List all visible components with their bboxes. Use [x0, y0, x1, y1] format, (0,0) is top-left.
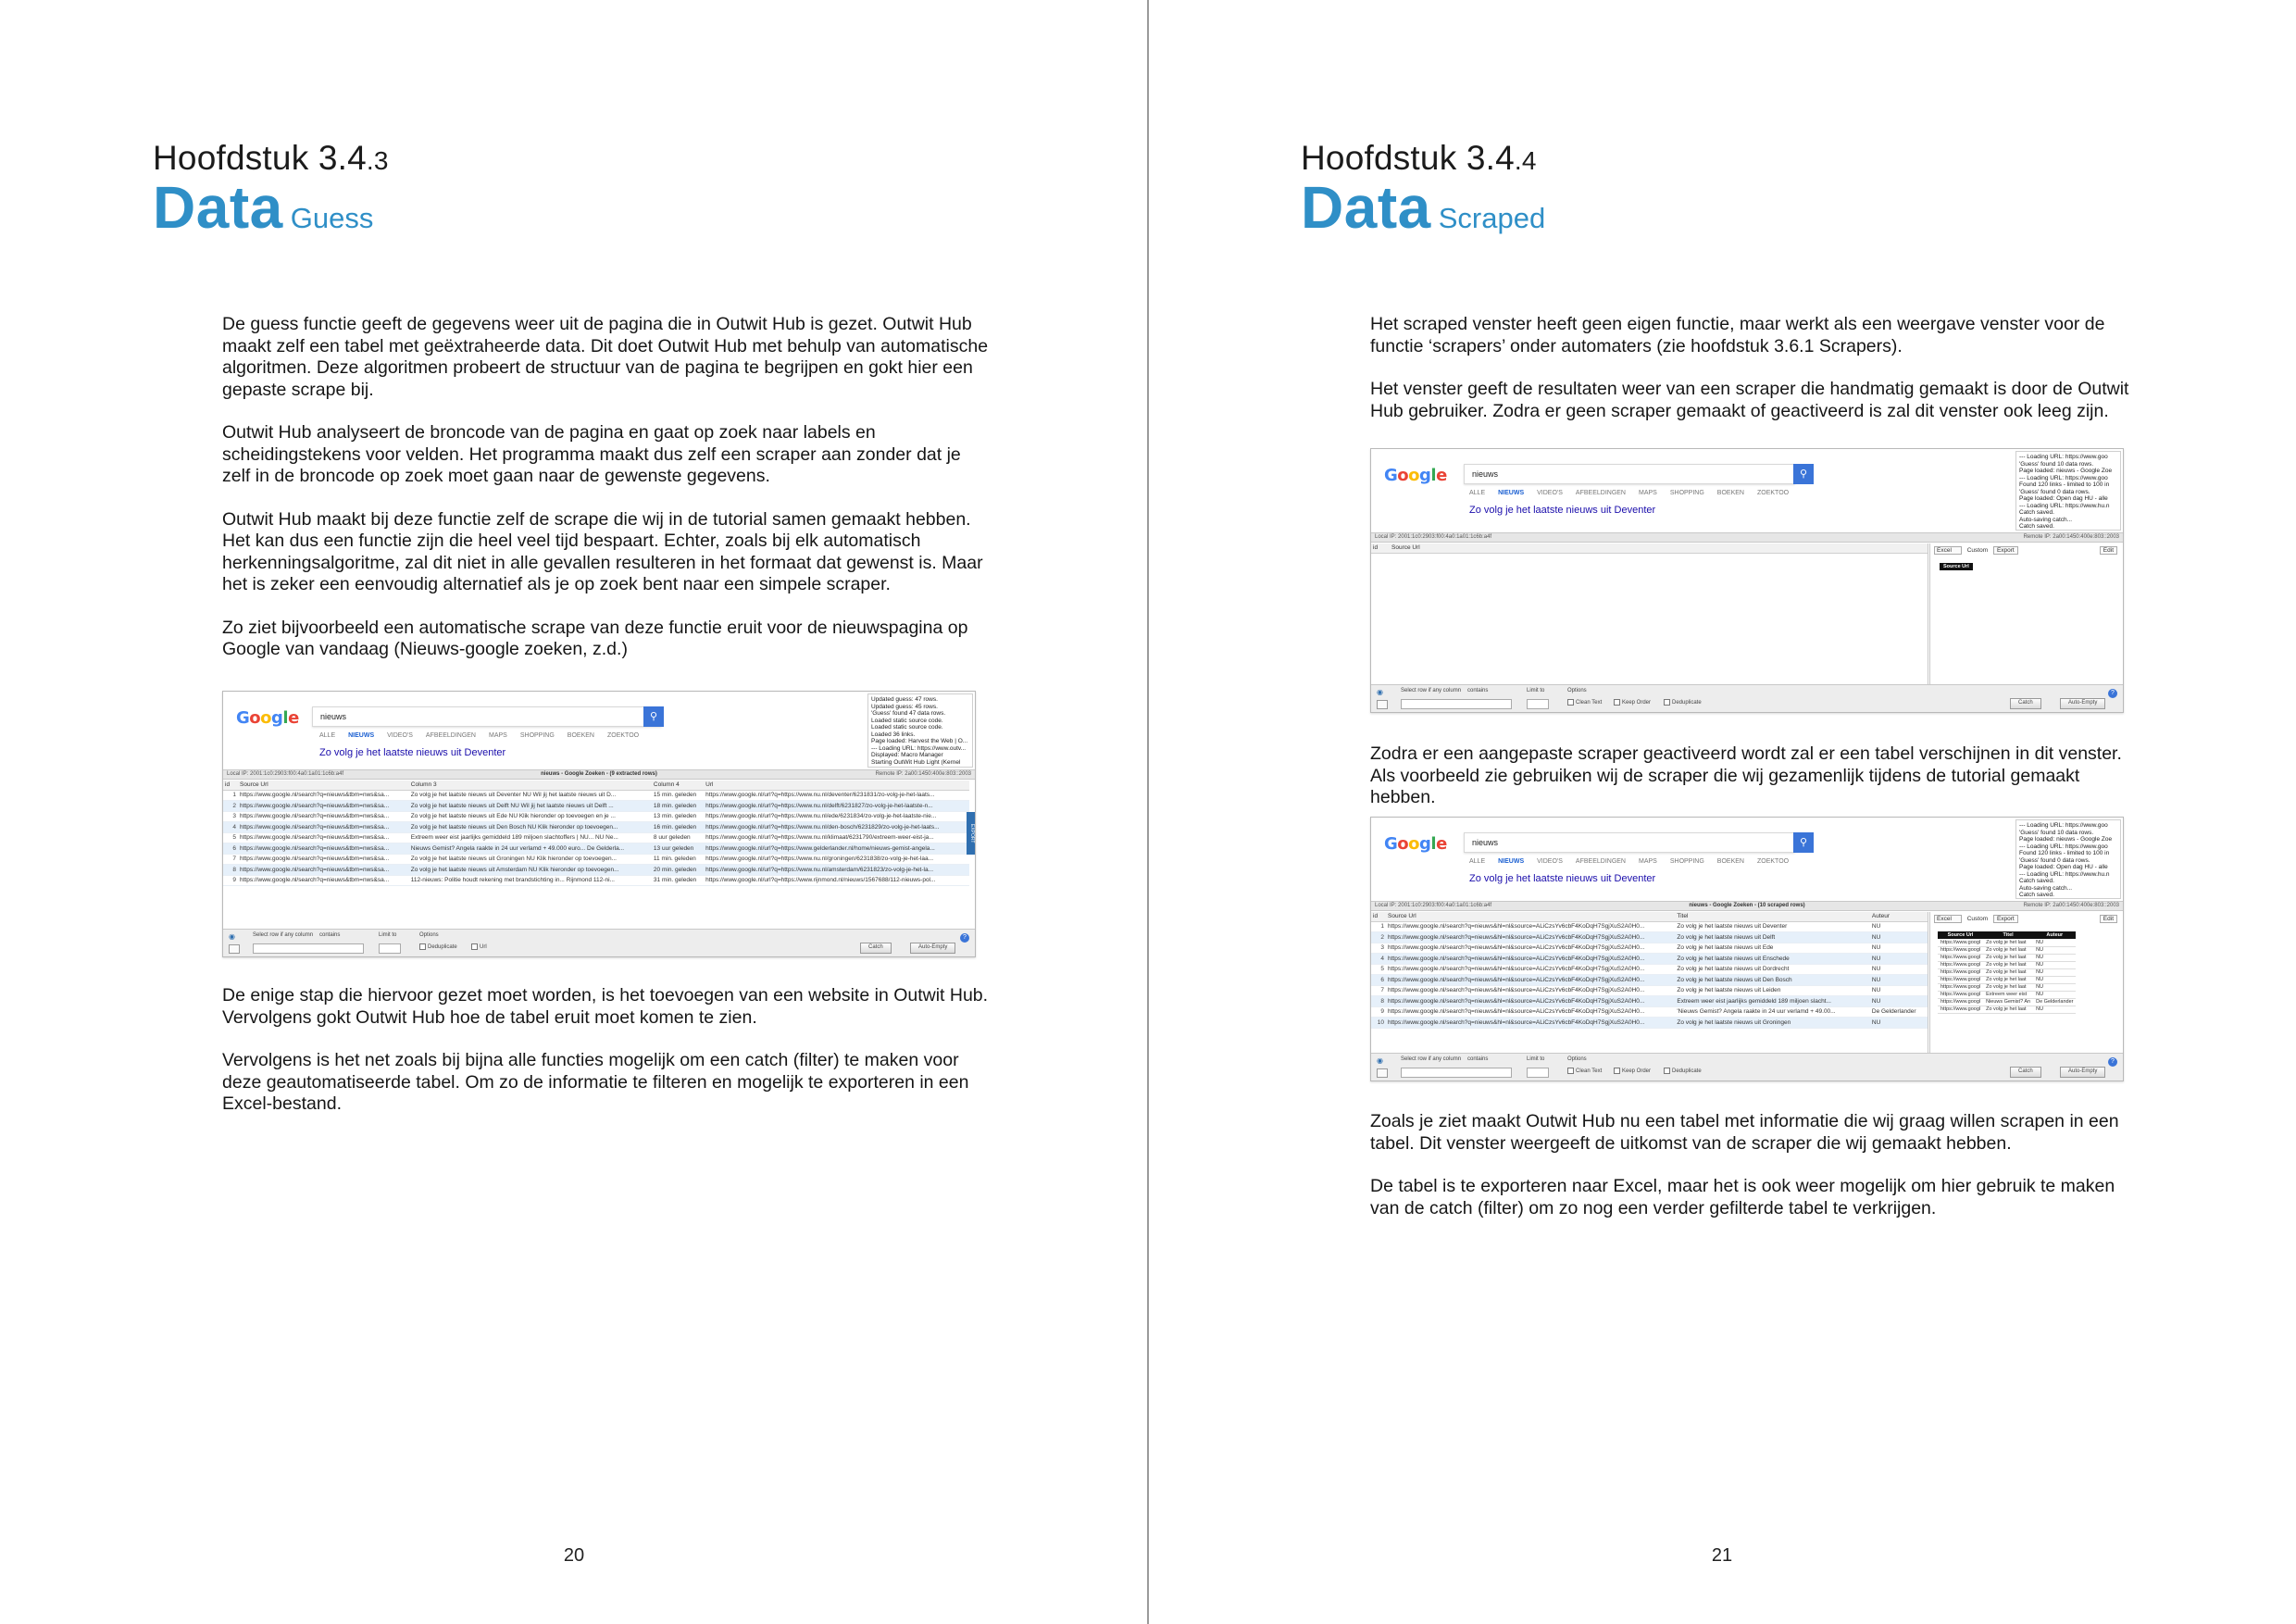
- table-cell: 13 uur geleden: [652, 843, 704, 855]
- outwit-scraped-empty-screenshot: [1370, 448, 2124, 713]
- table-cell: Zo volg je het laat: [1983, 1006, 2033, 1013]
- title-main: Data: [1301, 174, 1431, 241]
- paragraph: De guess functie geeft de gegevens weer uit de pagina die in Outwit Hub is gezet. Outwit Hub maakt zelf een tabel met geëxtraheerde data. Dit doet Outwit Hub met behulp van automatische algoritmen. Deze algoritmen probeert de structuur van de pagina te begrijpen en gokt hier een gepaste scrape bij.: [222, 314, 989, 400]
- catch-button[interactable]: Catch: [2010, 1067, 2041, 1078]
- table-cell: Zo volg je het laat: [1983, 961, 2033, 968]
- tab[interactable]: AFBEELDINGEN: [1575, 490, 1626, 496]
- filter-icon[interactable]: ◉: [1377, 688, 1383, 696]
- search-tabs: [319, 732, 652, 739]
- export-controls: [1930, 543, 2124, 557]
- body-text-top: [222, 314, 991, 682]
- table-cell: NU: [2033, 1006, 2076, 1013]
- table-cell: 2: [1371, 932, 1386, 943]
- table-cell: Zo volg je het laatste nieuws uit Den Bosch: [1675, 975, 1870, 986]
- search-icon[interactable]: ⚲: [1793, 464, 1814, 484]
- table-cell: NU: [2033, 954, 2076, 961]
- tab[interactable]: ZOEKTOO: [1756, 490, 1790, 496]
- table-cell: https://www.google.nl/url?q=https://www.nu.nl/klimaat/6231790/extreem-weer-eist-ja...: [704, 832, 969, 843]
- table-row[interactable]: [1938, 998, 2076, 1006]
- table-row[interactable]: [1371, 1006, 1928, 1018]
- search-tabs: [1469, 490, 1802, 496]
- table-cell: 15 min. geleden: [652, 790, 704, 801]
- table-cell: https://www.google.nl/search?q=nieuws&hl=nl&source=ALiCzsYv6cbF4KoDqH7SgjXuS2A0H0...: [1386, 964, 1675, 975]
- table-row[interactable]: [1371, 975, 1928, 986]
- catch-button[interactable]: Catch: [860, 943, 892, 954]
- paragraph: Het scraped venster heeft geen eigen functie, maar werkt als een weergave venster voor de functie ‘scrapers’ onder automaters (zie hoofdstuk 3.6.1 Scrapers).: [1370, 314, 2105, 356]
- tab-active[interactable]: NIEUWS: [348, 732, 375, 739]
- filter-icon[interactable]: ◉: [229, 932, 235, 941]
- paragraph: Zodra er een aangepaste scraper geactiveerd wordt zal er een tabel verschijnen in dit venster. Als voorbeeld zie gebruiken wij de scraper die wij gezamenlijk tijdens de tutorial gemaakt hebben.: [1370, 743, 2122, 807]
- news-headline[interactable]: Zo volg je het laatste nieuws uit Deventer: [319, 747, 506, 758]
- table-cell: NU: [1870, 975, 1928, 986]
- title-sub: Guess: [290, 202, 374, 234]
- table-cell: De Gelderlander: [1870, 1006, 1928, 1018]
- table-cell: https://www.google.nl/search?q=nieuws&tbm=nws&sa...: [238, 875, 409, 886]
- scraped-table: [1371, 912, 1928, 1029]
- preview-header: Source Url: [1938, 931, 1983, 939]
- news-headline[interactable]: Zo volg je het laatste nieuws uit Deventer: [1469, 873, 1656, 884]
- table-cell: 16 min. geleden: [652, 822, 704, 833]
- table-cell: https://www.googl: [1938, 976, 1983, 983]
- clean-text-checkbox[interactable]: Clean Text: [1567, 699, 1602, 706]
- table-cell: 11 min. geleden: [652, 854, 704, 865]
- table-cell: 5: [223, 832, 238, 843]
- filter-input[interactable]: [1401, 1068, 1512, 1078]
- table-cell: NU: [2033, 976, 2076, 983]
- table-cell: https://www.google.nl/search?q=nieuws&hl=nl&source=ALiCzsYv6cbF4KoDqH7SgjXuS2A0H0...: [1386, 975, 1675, 986]
- table-row[interactable]: [1371, 954, 1928, 965]
- filter-input[interactable]: [1401, 699, 1512, 709]
- table-cell: Extreem weer eist jaarlijks gemiddeld 189 miljoen slachtoffers | NU... NU Ne...: [409, 832, 652, 843]
- table-row[interactable]: [1371, 943, 1928, 954]
- tab[interactable]: AFBEELDINGEN: [1575, 858, 1626, 865]
- list-icon[interactable]: [1377, 1068, 1388, 1078]
- tab[interactable]: BOEKEN: [1716, 490, 1744, 496]
- address-bar: Local IP: 2001:1c0:2903:f00:4a0:1a01:1c6b:a4f nieuws - Google Zoeken - (9 extracted rows) Remote IP: 2a00:1450:400e:803::2003: [223, 769, 975, 780]
- table-cell: https://www.google.nl/url?q=https://www.nu.nl/deventer/6231831/zo-volg-je-het-laats...: [704, 790, 969, 801]
- table-cell: NU: [1870, 996, 1928, 1007]
- log-panel: --- Loading URL: https://www.goo 'Guess' found 10 data rows. Page loaded: nieuws - Google Zoe --- Loading URL: https://www.goo Found 120 links - limited to 100 in 'Guess' found 0 data rows. Page loaded: Open dag HU - alle --- Loading URL: https://www.hu.n Catch saved. Auto-saving catch... Catch saved.: [2015, 451, 2121, 531]
- table-cell: https://www.google.nl/url?q=https://www.nu.nl/den-bosch/6231829/zo-volg-je-het-laats...: [704, 822, 969, 833]
- column-header[interactable]: Column 4: [652, 781, 704, 790]
- table-row[interactable]: [1371, 1018, 1928, 1029]
- table-row[interactable]: [223, 843, 969, 855]
- table-cell: https://www.google.nl/search?q=nieuws&hl=nl&source=ALiCzsYv6cbF4KoDqH7SgjXuS2A0H0...: [1386, 996, 1675, 1007]
- table-cell: 9: [223, 875, 238, 886]
- body-text-top: [1370, 314, 2139, 443]
- export-button[interactable]: Export: [1993, 915, 2018, 923]
- data-grid: [1371, 543, 1928, 685]
- keep-order-checkbox[interactable]: Keep Order: [1614, 699, 1651, 706]
- table-row[interactable]: [1938, 976, 2076, 983]
- export-panel: [1929, 912, 2124, 1054]
- table-cell: 8: [223, 865, 238, 876]
- export-panel: [1929, 543, 2124, 685]
- table-cell: https://www.googl: [1938, 961, 1983, 968]
- table-cell: Zo volg je het laatste nieuws uit Dordrecht: [1675, 964, 1870, 975]
- table-cell: NU: [2033, 939, 2076, 946]
- table-cell: Zo volg je het laatste nieuws uit Den Bosch NU Klik hieronder op toevoegen...: [409, 822, 652, 833]
- table-row[interactable]: [1938, 939, 2076, 946]
- table-cell: 9: [1371, 1006, 1386, 1018]
- custom-checkbox[interactable]: Custom: [1966, 916, 1989, 922]
- help-icon[interactable]: ?: [2108, 689, 2117, 698]
- table-cell: 4: [223, 822, 238, 833]
- log-panel: Updated guess: 47 rows. Updated guess: 45 rows. 'Guess' found 47 data rows. Loaded static source code. Loaded static source code. Loaded 36 links. Page loaded: Harvest the Web | O... --- Loading URL: https://www.outv... Displayed: Macro Manager Starting OutWit Hub Light (Kernel: [867, 693, 973, 768]
- google-logo: Google: [1384, 834, 1447, 854]
- table-row[interactable]: [223, 875, 969, 886]
- table-cell: https://www.google.nl/search?q=nieuws&tbm=nws&sa...: [238, 865, 409, 876]
- search-input[interactable]: nieuws: [1464, 832, 1795, 853]
- tab[interactable]: ZOEKTOO: [1756, 858, 1790, 865]
- chapter-heading: Hoofdstuk 3.4.4: [1301, 139, 1537, 177]
- table-cell: 5: [1371, 964, 1386, 975]
- google-logo: Google: [1384, 466, 1447, 485]
- table-row[interactable]: [1938, 954, 2076, 961]
- table-cell: 3: [223, 811, 238, 822]
- catch-button[interactable]: Catch: [2010, 698, 2041, 709]
- search-tabs: [1469, 858, 1802, 865]
- auto-empty-button[interactable]: Auto-Empty: [910, 943, 955, 954]
- table-cell: 6: [1371, 975, 1386, 986]
- export-preview-table: [1938, 931, 2076, 1014]
- body-text-bottom: [1370, 1111, 2139, 1241]
- limit-input[interactable]: [379, 943, 401, 954]
- table-cell: 112-nieuws: Politie houdt rekening met brandstichting in... Rijnmond 112-ni...: [409, 875, 652, 886]
- table-cell: https://www.google.nl/search?q=nieuws&hl=nl&source=ALiCzsYv6cbF4KoDqH7SgjXuS2A0H0...: [1386, 985, 1675, 996]
- table-cell: https://www.google.nl/url?q=https://www.nu.nl/delft/6231827/zo-volg-je-het-laatste-n...: [704, 801, 969, 812]
- section-title: [153, 174, 374, 241]
- table-cell: Nieuws Gemist? Angela raakte in 24 uur verlamd + 49.000 euro... De Gelderla...: [409, 843, 652, 855]
- guess-table: [223, 781, 969, 886]
- table-cell: https://www.googl: [1938, 954, 1983, 961]
- page-number: 21: [1711, 1545, 1733, 1566]
- table-cell: NU: [2033, 983, 2076, 991]
- paragraph: Vervolgens is het net zoals bij bijna alle functies mogelijk om een catch (filter) te maken voor deze geautomatiseerde tabel. Om zo de informatie te filteren en mogelijk te exporteren in een Excel-bestand.: [222, 1050, 969, 1114]
- chapter-subnumber: .3: [366, 146, 389, 175]
- table-cell: 18 min. geleden: [652, 801, 704, 812]
- search-input[interactable]: nieuws: [1464, 464, 1795, 484]
- table-cell: NU: [1870, 921, 1928, 932]
- export-button[interactable]: Export: [1993, 546, 2018, 555]
- table-cell: https://www.googl: [1938, 1006, 1983, 1013]
- keep-order-checkbox[interactable]: Keep Order: [1614, 1068, 1651, 1074]
- log-panel: --- Loading URL: https://www.goo 'Guess' found 10 data rows. Page loaded: nieuws - Google Zoe --- Loading URL: https://www.goo Found 120 links - limited to 100 in 'Guess' found 0 data rows. Page loaded: Open dag HU - alle --- Loading URL: https://www.hu.n Catch saved. Auto-saving catch... Catch saved.: [2015, 819, 2121, 899]
- custom-checkbox[interactable]: Custom: [1966, 547, 1989, 554]
- table-cell: https://www.google.nl/search?q=nieuws&hl=nl&source=ALiCzsYv6cbF4KoDqH7SgjXuS2A0H0...: [1386, 1018, 1675, 1029]
- table-row[interactable]: [1938, 961, 2076, 968]
- table-cell: NU: [2033, 991, 2076, 998]
- chapter-heading: Hoofdstuk 3.4.3: [153, 139, 389, 177]
- table-cell: 1: [223, 790, 238, 801]
- export-controls: [1930, 912, 2124, 926]
- table-row[interactable]: [223, 822, 969, 833]
- paragraph: Outwit Hub maakt bij deze functie zelf de scrape die wij in de tutorial samen gemaakt hebben. Het kan dus een functie zijn die heel veel tijd bespaart. Echter, zoals bij elk automatisch herkenningsalgoritme, zal dit niet in alle gevallen resulteren in het formaat dat gewenst is. Maar het is zeker een eenvoudig alternatief als je op zoek bent naar een simpele scraper.: [222, 508, 983, 594]
- tab[interactable]: ALLE: [1469, 490, 1486, 496]
- tab[interactable]: BOEKEN: [1716, 858, 1744, 865]
- column-header[interactable]: id: [223, 781, 238, 790]
- table-row[interactable]: [223, 811, 969, 822]
- table-cell: https://www.googl: [1938, 991, 1983, 998]
- paragraph: Zo ziet bijvoorbeeld een automatische scrape van deze functie eruit voor de nieuwspagina op Google van vandaag (Nieuws-google zoeken, z.d.): [222, 617, 968, 659]
- catch-bar: ◉ Select row if any column contains Limit to Options Deduplicate Url Catch Auto-Empty ?: [223, 929, 975, 956]
- tab[interactable]: MAPS: [1639, 858, 1657, 865]
- deduplicate-checkbox[interactable]: Deduplicate: [1664, 699, 1702, 706]
- paragraph: De enige stap die hiervoor gezet moet worden, is het toevoegen van een website in Outwit Hub. Vervolgens gokt Outwit Hub hoe de tabel eruit moet komen te zien.: [222, 985, 989, 1028]
- search-icon[interactable]: ⚲: [1793, 832, 1814, 853]
- table-cell: Extreem weer eist jaarlijks gemiddeld 189 miljoen slacht...: [1675, 996, 1870, 1007]
- table-cell: NU: [2033, 961, 2076, 968]
- table-cell: Zo volg je het laatste nieuws uit Deventer NU Wil jij het laatste nieuws uit D...: [409, 790, 652, 801]
- table-cell: https://www.google.nl/search?q=nieuws&tbm=nws&sa...: [238, 832, 409, 843]
- column-header[interactable]: Auteur: [1870, 912, 1928, 921]
- paragraph: Het venster geeft de resultaten weer van een scraper die handmatig gemaakt is door de Outwit Hub gebruiker. Zodra er geen scraper gemaakt of geactiveerd is zal dit venster ook leeg zijn.: [1370, 379, 2129, 421]
- title-sub: Scraped: [1438, 202, 1546, 234]
- column-header[interactable]: Column 3: [409, 781, 652, 790]
- table-row[interactable]: [1938, 946, 2076, 954]
- column-header[interactable]: Source Url: [1390, 543, 1928, 553]
- table-cell: Zo volg je het laat: [1983, 983, 2033, 991]
- deduplicate-checkbox[interactable]: Deduplicate: [419, 943, 457, 950]
- table-cell: https://www.google.nl/search?q=nieuws&hl=nl&source=ALiCzsYv6cbF4KoDqH7SgjXuS2A0H0...: [1386, 943, 1675, 954]
- catch-bar: ◉ Select row if any column contains Limit to Options Clean Text Keep Order Deduplicate Catch Auto-Empty ?: [1371, 684, 2123, 712]
- table-cell: NU: [2033, 968, 2076, 976]
- table-cell: NU: [1870, 943, 1928, 954]
- limit-input[interactable]: [1527, 1068, 1549, 1078]
- table-cell: https://www.google.nl/search?q=nieuws&tbm=nws&sa...: [238, 822, 409, 833]
- source-url-badge: Source Url: [1940, 563, 1973, 570]
- data-grid: [223, 781, 969, 930]
- table-cell: 7: [1371, 985, 1386, 996]
- table-cell: Zo volg je het laat: [1983, 954, 2033, 961]
- table-cell: 10: [1371, 1018, 1386, 1029]
- table-cell: Zo volg je het laatste nieuws uit Delft NU Wil jij het laatste nieuws uit Delft ...: [409, 801, 652, 812]
- table-cell: https://www.googl: [1938, 939, 1983, 946]
- table-cell: Zo volg je het laat: [1983, 968, 2033, 976]
- paragraph: Zoals je ziet maakt Outwit Hub nu een tabel met informatie die wij graag willen scrapen in een tabel. Dit venster weergeeft de uitkomst van de scraper die wij gemaakt hebben.: [1370, 1111, 2119, 1154]
- tab[interactable]: VIDEO'S: [1537, 858, 1563, 865]
- table-row[interactable]: [223, 832, 969, 843]
- table-cell: https://www.google.nl/search?q=nieuws&hl=nl&source=ALiCzsYv6cbF4KoDqH7SgjXuS2A0H0...: [1386, 932, 1675, 943]
- data-grid: [1371, 912, 1928, 1054]
- table-cell: https://www.googl: [1938, 998, 1983, 1006]
- tab[interactable]: ALLE: [1469, 858, 1486, 865]
- table-cell: https://www.google.nl/search?q=nieuws&tbm=nws&sa...: [238, 790, 409, 801]
- table-row[interactable]: [1938, 968, 2076, 976]
- table-row[interactable]: [1938, 991, 2076, 998]
- table-row[interactable]: [1371, 921, 1928, 932]
- column-header[interactable]: id: [1371, 543, 1390, 553]
- page-number: 20: [563, 1545, 585, 1566]
- scraped-table-empty: [1371, 543, 1928, 554]
- format-select[interactable]: Excel: [1934, 915, 1962, 923]
- column-header[interactable]: Url: [704, 781, 969, 790]
- table-cell: Zo volg je het laatste nieuws uit Ede NU Klik hieronder op toevoegen en je ...: [409, 811, 652, 822]
- table-row[interactable]: [223, 865, 969, 876]
- table-cell: Zo volg je het laat: [1983, 976, 2033, 983]
- table-cell: 1: [1371, 921, 1386, 932]
- table-row[interactable]: [223, 801, 969, 812]
- table-cell: 8: [1371, 996, 1386, 1007]
- table-cell: https://www.google.nl/search?q=nieuws&hl=nl&source=ALiCzsYv6cbF4KoDqH7SgjXuS2A0H0...: [1386, 954, 1675, 965]
- column-header[interactable]: Source Url: [1386, 912, 1675, 921]
- tab[interactable]: BOEKEN: [567, 732, 594, 739]
- table-cell: Zo volg je het laatste nieuws uit Groningen: [1675, 1018, 1870, 1029]
- tab[interactable]: AFBEELDINGEN: [425, 732, 476, 739]
- table-cell: Zo volg je het laatste nieuws uit Enschede: [1675, 954, 1870, 965]
- preview-header: Auteur: [2033, 931, 2076, 939]
- page-right: [1148, 0, 2296, 1624]
- format-select[interactable]: Excel: [1934, 546, 1962, 555]
- google-logo: Google: [236, 708, 299, 728]
- list-icon[interactable]: [1377, 700, 1388, 709]
- tab[interactable]: ZOEKTOO: [606, 732, 640, 739]
- tab-active[interactable]: NIEUWS: [1498, 858, 1525, 865]
- tab[interactable]: ALLE: [319, 732, 336, 739]
- table-cell: https://www.googl: [1938, 983, 1983, 991]
- tab[interactable]: SHOPPING: [519, 732, 555, 739]
- table-cell: Zo volg je het laatste nieuws uit Groningen NU Klik hieronder op toevoegen...: [409, 854, 652, 865]
- paragraph: Outwit Hub analyseert de broncode van de pagina en gaat op zoek naar labels en scheidingstekens voor velden. Het programma maakt dus zelf een scraper aan zonder dat je zelf in de broncode op zoek moet gaan naar de gewenste gegevens.: [222, 422, 961, 486]
- table-cell: https://www.google.nl/search?q=nieuws&tbm=nws&sa...: [238, 843, 409, 855]
- table-cell: Zo volg je het laatste nieuws uit Leiden: [1675, 985, 1870, 996]
- column-header[interactable]: Titel: [1675, 912, 1870, 921]
- column-header[interactable]: Source Url: [238, 781, 409, 790]
- deduplicate-checkbox[interactable]: Deduplicate: [1664, 1068, 1702, 1074]
- table-row[interactable]: [1938, 1006, 2076, 1013]
- table-cell: 13 min. geleden: [652, 811, 704, 822]
- table-cell: 3: [1371, 943, 1386, 954]
- table-cell: https://www.google.nl/url?q=https://www.nu.nl/amsterdam/6231823/zo-volg-je-het-la...: [704, 865, 969, 876]
- tab[interactable]: VIDEO'S: [387, 732, 413, 739]
- table-row[interactable]: [1371, 985, 1928, 996]
- table-cell: https://www.google.nl/url?q=https://www.rijnmond.nl/nieuws/1567688/112-nieuws-pol...: [704, 875, 969, 886]
- table-cell: NU: [1870, 932, 1928, 943]
- table-cell: 'Nieuws Gemist? Angela raakte in 24 uur verlamd + 49.00...: [1675, 1006, 1870, 1018]
- table-cell: 20 min. geleden: [652, 865, 704, 876]
- table-cell: 31 min. geleden: [652, 875, 704, 886]
- table-row[interactable]: [1938, 983, 2076, 991]
- window-title: nieuws - Google Zoeken - (9 extracted rows): [541, 771, 657, 777]
- table-cell: Zo volg je het laatste nieuws uit Delft: [1675, 932, 1870, 943]
- chapter-subnumber: .4: [1514, 146, 1537, 175]
- side-tab[interactable]: EXPORT: [967, 812, 975, 855]
- body-text-bottom: [222, 985, 991, 1137]
- outwit-guess-screenshot: [222, 691, 976, 957]
- table-cell: https://www.google.nl/url?q=https://www.nu.nl/groningen/6231838/zo-volg-je-het-laa...: [704, 854, 969, 865]
- table-cell: 8 uur geleden: [652, 832, 704, 843]
- tab[interactable]: VIDEO'S: [1537, 490, 1563, 496]
- tab[interactable]: SHOPPING: [1669, 858, 1704, 865]
- limit-input[interactable]: [1527, 699, 1549, 709]
- table-cell: NU: [1870, 954, 1928, 965]
- table-row[interactable]: [223, 854, 969, 865]
- preview-header: Titel: [1983, 931, 2033, 939]
- table-cell: 2: [223, 801, 238, 812]
- table-cell: https://www.google.nl/search?q=nieuws&tbm=nws&sa...: [238, 811, 409, 822]
- table-cell: Zo volg je het laat: [1983, 946, 2033, 954]
- table-cell: https://www.google.nl/url?q=https://www.gelderlander.nl/home/nieuws-gemist-angela...: [704, 843, 969, 855]
- column-header[interactable]: id: [1371, 912, 1386, 921]
- table-row[interactable]: [1371, 996, 1928, 1007]
- table-cell: https://www.google.nl/url?q=https://www.nu.nl/ede/6231834/zo-volg-je-het-laatste-nie...: [704, 811, 969, 822]
- table-cell: https://www.google.nl/search?q=nieuws&hl=nl&source=ALiCzsYv6cbF4KoDqH7SgjXuS2A0H0...: [1386, 921, 1675, 932]
- list-icon[interactable]: [229, 944, 240, 954]
- table-cell: De Gelderlander: [2033, 998, 2076, 1006]
- url-checkbox[interactable]: Url: [471, 943, 487, 950]
- outwit-scraped-table-screenshot: [1370, 817, 2124, 1081]
- news-headline[interactable]: Zo volg je het laatste nieuws uit Deventer: [1469, 505, 1656, 516]
- auto-empty-button[interactable]: Auto-Empty: [2060, 1067, 2105, 1078]
- clean-text-checkbox[interactable]: Clean Text: [1567, 1068, 1602, 1074]
- tab-active[interactable]: NIEUWS: [1498, 490, 1525, 496]
- catch-bar: ◉ Select row if any column contains Limit to Options Clean Text Keep Order Deduplicate Catch Auto-Empty ?: [1371, 1053, 2123, 1081]
- table-cell: Zo volg je het laat: [1983, 939, 2033, 946]
- table-cell: https://www.google.nl/search?q=nieuws&tbm=nws&sa...: [238, 801, 409, 812]
- tab[interactable]: MAPS: [1639, 490, 1657, 496]
- tab[interactable]: SHOPPING: [1669, 490, 1704, 496]
- table-cell: Nieuws Gemist? An: [1983, 998, 2033, 1006]
- help-icon[interactable]: ?: [960, 933, 969, 943]
- table-row[interactable]: [1371, 932, 1928, 943]
- table-cell: NU: [1870, 985, 1928, 996]
- table-cell: https://www.googl: [1938, 946, 1983, 954]
- window-title: nieuws - Google Zoeken - (10 scraped rows): [1689, 903, 1805, 908]
- address-bar: Local IP: 2001:1c0:2903:f00:4a0:1a01:1c6b:a4f nieuws - Google Zoeken - (10 scraped rows) Remote IP: 2a00:1450:400e:803::2003: [1371, 901, 2123, 911]
- table-cell: 6: [223, 843, 238, 855]
- search-icon[interactable]: ⚲: [643, 706, 664, 727]
- table-cell: Zo volg je het laatste nieuws uit Deventer: [1675, 921, 1870, 932]
- table-row[interactable]: [223, 790, 969, 801]
- edit-button[interactable]: Edit: [2100, 915, 2117, 923]
- table-cell: 7: [223, 854, 238, 865]
- tab[interactable]: MAPS: [489, 732, 507, 739]
- table-cell: NU: [1870, 1018, 1928, 1029]
- filter-input[interactable]: [253, 943, 364, 954]
- section-title: [1301, 174, 1546, 241]
- table-cell: NU: [1870, 964, 1928, 975]
- address-bar: Local IP: 2001:1c0:2903:f00:4a0:1a01:1c6b:a4f Remote IP: 2a00:1450:400e:803::2003: [1371, 532, 2123, 543]
- search-input[interactable]: nieuws: [312, 706, 662, 727]
- edit-button[interactable]: Edit: [2100, 546, 2117, 555]
- filter-icon[interactable]: ◉: [1377, 1056, 1383, 1065]
- table-cell: https://www.googl: [1938, 968, 1983, 976]
- table-cell: 4: [1371, 954, 1386, 965]
- table-cell: Zo volg je het laatste nieuws uit Amsterdam NU Klik hieronder op toevoegen...: [409, 865, 652, 876]
- paragraph: De tabel is te exporteren naar Excel, maar het is ook weer mogelijk om hier gebruik te maken van de catch (filter) om zo nog een verder gefilterde tabel te verkrijgen.: [1370, 1176, 2115, 1218]
- table-cell: Zo volg je het laatste nieuws uit Ede: [1675, 943, 1870, 954]
- table-cell: NU: [2033, 946, 2076, 954]
- auto-empty-button[interactable]: Auto-Empty: [2060, 698, 2105, 709]
- table-cell: https://www.google.nl/search?q=nieuws&tbm=nws&sa...: [238, 854, 409, 865]
- table-row[interactable]: [1371, 964, 1928, 975]
- table-cell: Extreem weer eist: [1983, 991, 2033, 998]
- help-icon[interactable]: ?: [2108, 1057, 2117, 1067]
- title-main: Data: [153, 174, 283, 241]
- table-cell: https://www.google.nl/search?q=nieuws&hl=nl&source=ALiCzsYv6cbF4KoDqH7SgjXuS2A0H0...: [1386, 1006, 1675, 1018]
